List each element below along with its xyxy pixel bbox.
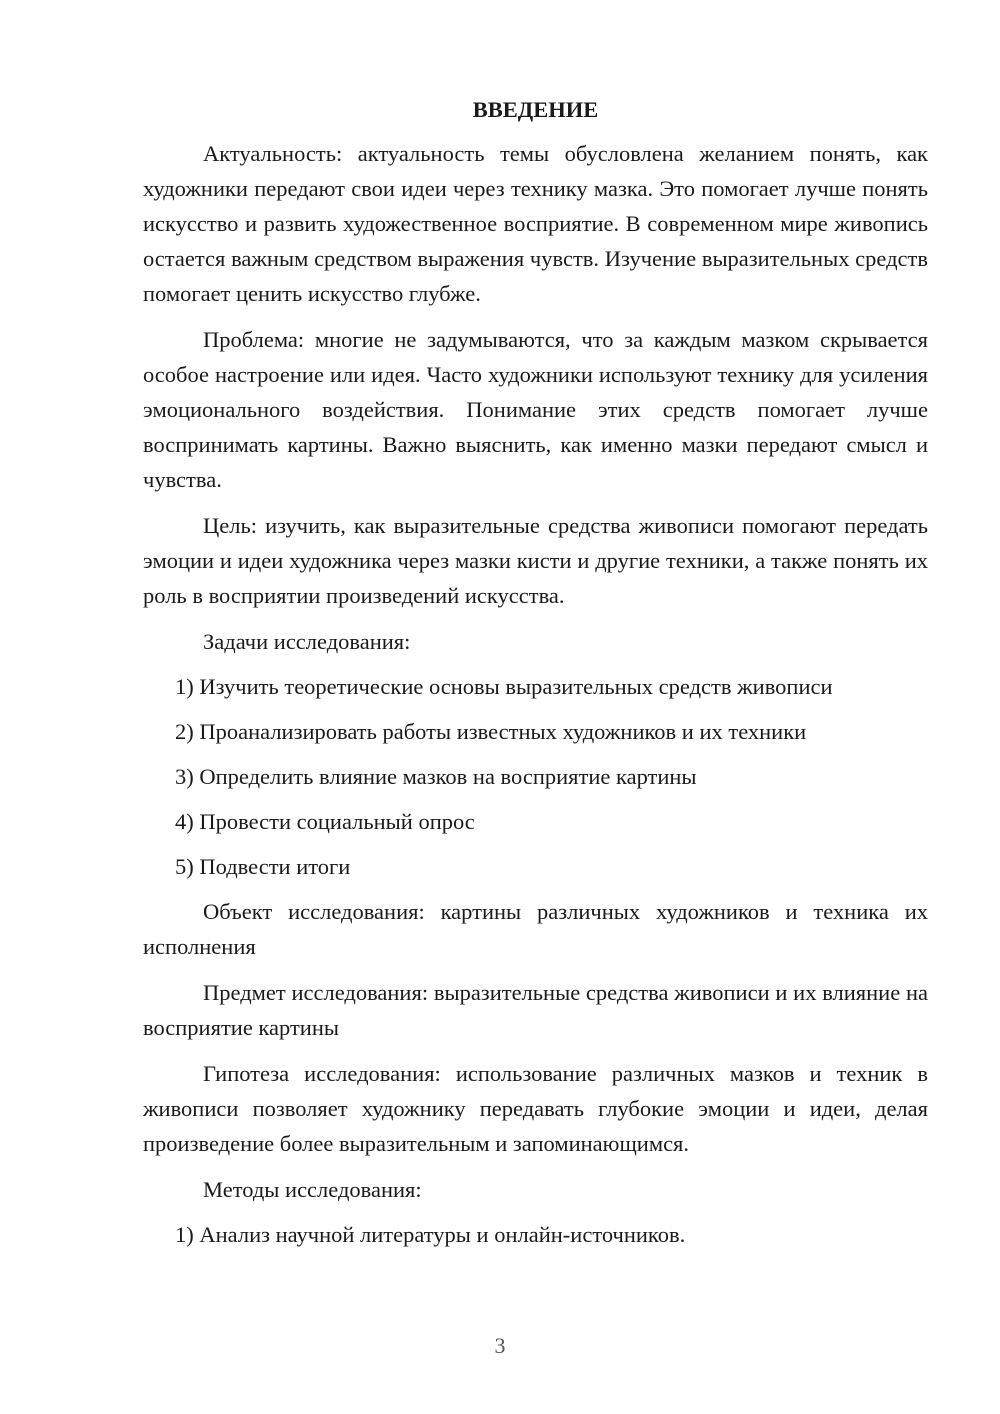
list-item: 5) Подвести итоги <box>175 854 351 879</box>
methods-label: Методы исследования: <box>203 1177 422 1202</box>
goal-paragraph: Цель: изучить, как выразительные средства живописи помогают передать эмоции и идеи художника через мазки кисти и другие техники, а также понять их роль в восприятии произведений искусства. <box>143 513 928 608</box>
object-paragraph: Объект исследования: картины различных художников и техника их исполнения <box>143 899 928 959</box>
tasks-label: Задачи исследования: <box>203 629 411 654</box>
section-heading: ВВЕДЕНИЕ <box>472 97 599 122</box>
problem-paragraph: Проблема: многие не задумываются, что за каждым мазком скрывается особое настроение или идея. Часто художники используют технику для усиления эмоционального воздействия. Понимание этих средств помогает лучше воспринимать картины. Важно выяснить, как именно мазки передают смысл и чувства. <box>143 327 928 492</box>
list-item: 1) Анализ научной литературы и онлайн-источников. <box>175 1222 686 1247</box>
list-item: 4) Провести социальный опрос <box>175 809 475 834</box>
list-item: 3) Определить влияние мазков на восприятие картины <box>175 764 697 789</box>
hypothesis-paragraph: Гипотеза исследования: использование различных мазков и техник в живописи позволяет художнику передавать глубокие эмоции и идеи, делая произведение более выразительным и запоминающимся. <box>143 1061 928 1156</box>
page-number: 3 <box>494 1333 506 1358</box>
document-page <box>143 92 928 1262</box>
subject-paragraph: Предмет исследования: выразительные средства живописи и их влияние на восприятие картины <box>143 980 928 1040</box>
methods-list <box>143 1217 928 1252</box>
relevance-paragraph: Актуальность: актуальность темы обусловлена желанием понять, как художники передают свои идеи через технику мазка. Это помогает лучше понять искусство и развить художественное восприятие. В современном мире живопись остается важным средством выражения чувств. Изучение выразительных средств помогает ценить искусство глубже. <box>143 141 928 306</box>
list-item: 1) Изучить теоретические основы выразительных средств живописи <box>175 674 833 699</box>
list-item: 2) Проанализировать работы известных художников и их техники <box>175 719 807 744</box>
tasks-list <box>143 669 928 884</box>
